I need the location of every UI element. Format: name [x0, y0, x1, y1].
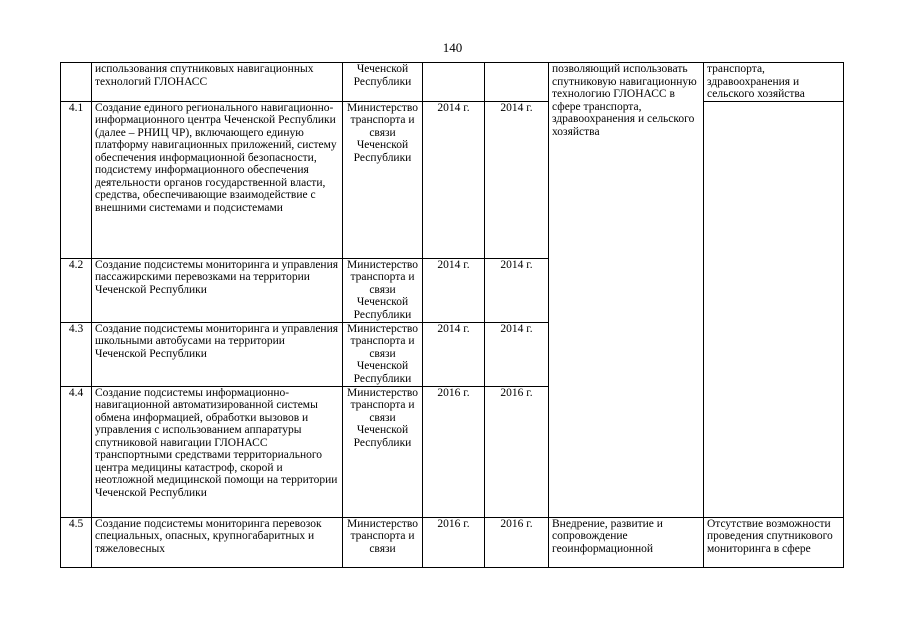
start-date — [423, 63, 485, 102]
table-row — [61, 517, 844, 567]
measure-name: Создание подсистемы мониторинга и управления школьными автобусами на территории Чеченской Республики — [92, 322, 343, 386]
row-number: 4.5 — [61, 517, 92, 567]
row-number: 4.1 — [61, 101, 92, 258]
end-date: 2016 г. — [485, 517, 549, 567]
row-number: 4.4 — [61, 386, 92, 517]
program-table — [60, 62, 844, 568]
end-date: 2016 г. — [485, 386, 549, 517]
page-number: 140 — [442, 40, 463, 55]
problem-description: транспорта, здравоохранения и сельского хозяйства — [704, 63, 844, 102]
table-row — [61, 101, 844, 258]
start-date: 2016 г. — [423, 517, 485, 567]
expected-result: позволяющий использовать спутниковую навигационную технологию ГЛОНАСС в сфере транспорта, здравоохранения и сельского хозяйства — [549, 63, 704, 518]
executor: Министерство транспорта и связи Чеченской Республики — [343, 101, 423, 258]
expected-result: Внедрение, развитие и сопровождение геоинформационной — [549, 517, 704, 567]
end-date: 2014 г. — [485, 101, 549, 258]
row-number: 4.3 — [61, 322, 92, 386]
start-date: 2016 г. — [423, 386, 485, 517]
measure-name: Создание подсистемы мониторинга перевозок специальных, опасных, крупногабаритных и тяжеловесных — [92, 517, 343, 567]
start-date: 2014 г. — [423, 101, 485, 258]
problem-description — [704, 101, 844, 517]
start-date: 2014 г. — [423, 258, 485, 322]
executor: Чеченской Республики — [343, 63, 423, 102]
executor: Министерство транспорта и связи Чеченской Республики — [343, 386, 423, 517]
executor: Министерство транспорта и связи Чеченской Республики — [343, 258, 423, 322]
end-date: 2014 г. — [485, 258, 549, 322]
measure-name: Создание единого регионального навигационно-информационного центра Чеченской Республики (далее – РНИЦ ЧР), включающего единую платформу навигационных приложений, систему обеспечения информационной безопасности, подсистему информационного обеспечения деятельности органов государственной власти, средства, обеспечивающие взаимодействие с внешними системами и подсистемами — [92, 101, 343, 258]
end-date — [485, 63, 549, 102]
row-number — [61, 63, 92, 102]
measure-name: Создание подсистемы мониторинга и управления пассажирскими перевозками на территории Чеченской Республики — [92, 258, 343, 322]
measure-name: Создание подсистемы информационно-навигационной автоматизированной системы обмена информацией, обработки вызовов и управления с использованием аппаратуры спутниковой навигации ГЛОНАСС транспортными средствами территориального центра медицины катастроф, скорой и неотложной медицинской помощи на территории Чеченской Республики — [92, 386, 343, 517]
executor: Министерство транспорта и связи — [343, 517, 423, 567]
measure-name: использования спутниковых навигационных технологий ГЛОНАСС — [92, 63, 343, 102]
executor: Министерство транспорта и связи Чеченской Республики — [343, 322, 423, 386]
problem-description: Отсутствие возможности проведения спутникового мониторинга в сфере — [704, 517, 844, 567]
start-date: 2014 г. — [423, 322, 485, 386]
row-number: 4.2 — [61, 258, 92, 322]
table-row — [61, 63, 844, 102]
end-date: 2014 г. — [485, 322, 549, 386]
